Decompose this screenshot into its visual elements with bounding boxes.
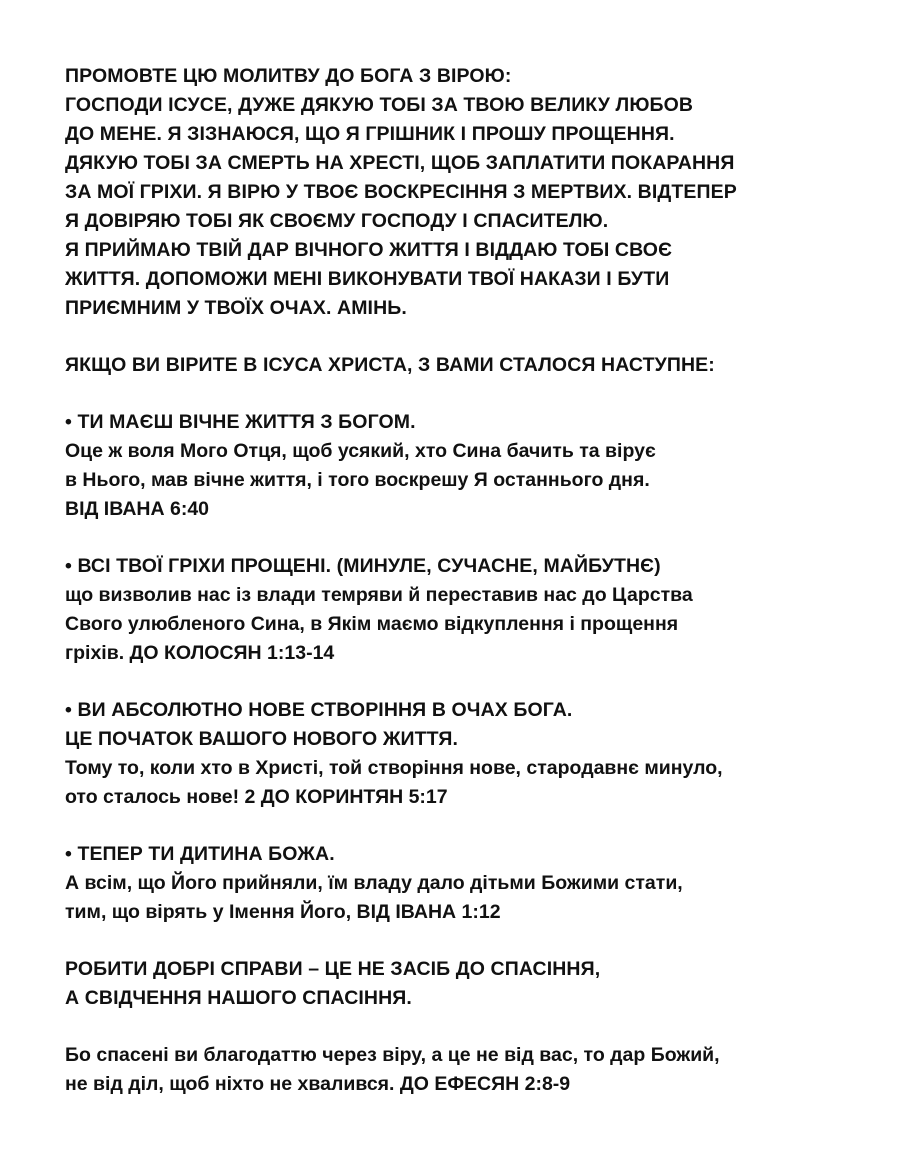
prayer-line: Я ДОВІРЯЮ ТОБІ ЯК СВОЄМУ ГОСПОДУ І СПАСИТЕЛЮ. — [65, 210, 609, 232]
scripture-line: Бо спасені ви благодаттю через віру, а це не від вас, то дар Божий, — [65, 1044, 720, 1066]
spacer — [65, 927, 865, 955]
prayer-line: ЖИТТЯ. ДОПОМОЖИ МЕНІ ВИКОНУВАТИ ТВОЇ НАКАЗИ І БУТИ — [65, 268, 670, 290]
scripture-reference: ВІД ІВАНА 6:40 — [65, 498, 210, 520]
prayer-line: Я ПРИЙМАЮ ТВІЙ ДАР ВІЧНОГО ЖИТТЯ І ВІДДАЮ ТОБІ СВОЄ — [65, 239, 673, 261]
scripture-line: Оце ж воля Мого Отця, щоб усякий, хто Сина бачить та вірує — [65, 440, 656, 462]
point-heading: • ТИ МАЄШ ВІЧНЕ ЖИТТЯ З БОГОМ. — [65, 411, 416, 433]
point-heading: • ТЕПЕР ТИ ДИТИНА БОЖА. — [65, 843, 335, 865]
spacer — [65, 524, 865, 552]
spacer — [65, 323, 865, 351]
point-child-of-god — [65, 840, 865, 927]
scripture-line: в Нього, мав вічне життя, і того воскрешу Я останнього дня. — [65, 469, 650, 491]
spacer — [65, 812, 865, 840]
prayer-line: ЗА МОЇ ГРІХИ. Я ВІРЮ У ТВОЄ ВОСКРЕСІННЯ З МЕРТВИХ. ВІДТЕПЕР — [65, 181, 737, 203]
scripture-line: Свого улюбленого Сина, в Якім маємо відкуплення і прощення — [65, 613, 679, 635]
scripture-line: тим, що вірять у Імення Його, ВІД ІВАНА 1:12 — [65, 901, 501, 923]
point-heading: • ВСІ ТВОЇ ГРІХИ ПРОЩЕНІ. (МИНУЛЕ, СУЧАСНЕ, МАЙБУТНЄ) — [65, 555, 661, 577]
prayer-heading: ПРОМОВТЕ ЦЮ МОЛИТВУ ДО БОГА З ВІРОЮ: — [65, 65, 512, 87]
scripture-line: що визволив нас із влади темряви й переставив нас до Царства — [65, 584, 693, 606]
point-subheading: ЦЕ ПОЧАТОК ВАШОГО НОВОГО ЖИТТЯ. — [65, 728, 459, 750]
scripture-line: А всім, що Його прийняли, їм владу дало дітьми Божими стати, — [65, 872, 683, 894]
prayer-line: ПРИЄМНИМ У ТВОЇХ ОЧАХ. АМІНЬ. — [65, 297, 407, 319]
document-page — [65, 62, 865, 1099]
scripture-line: ото сталось нове! 2 ДО КОРИНТЯН 5:17 — [65, 786, 448, 808]
spacer — [65, 1013, 865, 1041]
good-works-block — [65, 955, 865, 1013]
spacer — [65, 668, 865, 696]
good-works-line: РОБИТИ ДОБРІ СПРАВИ – ЦЕ НЕ ЗАСІБ ДО СПАСІННЯ, — [65, 958, 601, 980]
point-new-creation — [65, 696, 865, 812]
prayer-block — [65, 62, 865, 323]
point-heading: • ВИ АБСОЛЮТНО НОВЕ СТВОРІННЯ В ОЧАХ БОГА. — [65, 699, 573, 721]
prayer-line: ДО МЕНЕ. Я ЗІЗНАЮСЯ, ЩО Я ГРІШНИК І ПРОШУ ПРОЩЕННЯ. — [65, 123, 675, 145]
closing-scripture — [65, 1041, 865, 1099]
spacer — [65, 380, 865, 408]
prayer-line: ДЯКУЮ ТОБІ ЗА СМЕРТЬ НА ХРЕСТІ, ЩОБ ЗАПЛАТИТИ ПОКАРАННЯ — [65, 152, 735, 174]
intro-heading: ЯКЩО ВИ ВІРИТЕ В ІСУСА ХРИСТА, З ВАМИ СТАЛОСЯ НАСТУПНЕ: — [65, 354, 715, 376]
scripture-line: не від діл, щоб ніхто не хвалився. ДО ЕФЕСЯН 2:8-9 — [65, 1073, 571, 1095]
point-sins-forgiven — [65, 552, 865, 668]
scripture-line: гріхів. ДО КОЛОСЯН 1:13-14 — [65, 642, 335, 664]
point-eternal-life — [65, 408, 865, 524]
scripture-line: Тому то, коли хто в Христі, той створіння нове, стародавнє минуло, — [65, 757, 723, 779]
good-works-line: А СВІДЧЕННЯ НАШОГО СПАСІННЯ. — [65, 987, 412, 1009]
prayer-line: ГОСПОДИ ІСУСЕ, ДУЖЕ ДЯКУЮ ТОБІ ЗА ТВОЮ ВЕЛИКУ ЛЮБОВ — [65, 94, 694, 116]
